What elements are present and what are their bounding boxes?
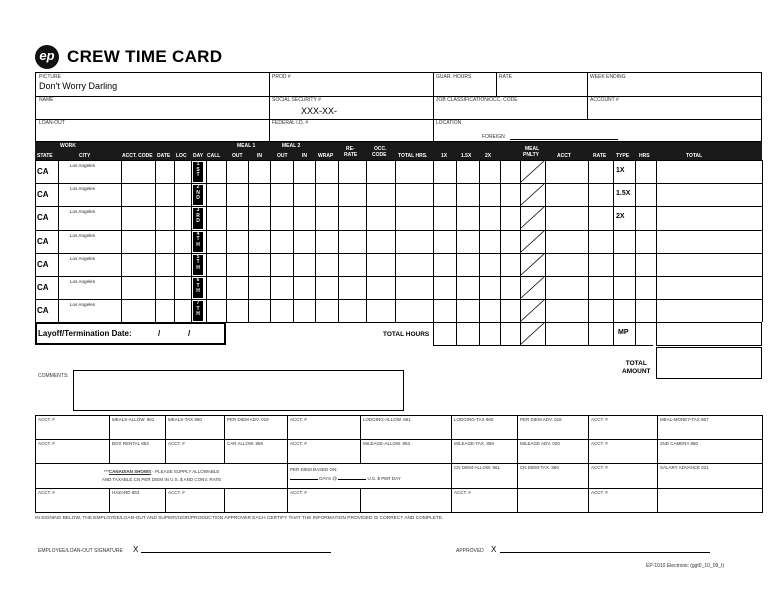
allowance-cell[interactable]: ACCT. # (166, 440, 225, 464)
row-state[interactable]: CA (37, 213, 49, 223)
allowance-cell[interactable]: ACCT. # (452, 489, 518, 513)
grid-line (58, 160, 59, 322)
grid-line (479, 160, 480, 322)
grid-line (456, 160, 457, 322)
row-day-badge: 7 T H (193, 301, 203, 321)
allowance-cell[interactable]: MILEAGE-TAX. 859 (452, 440, 518, 464)
col-15x: 1.5X (461, 153, 472, 159)
foreign-label: FOREIGN (482, 134, 505, 140)
loanout-label: LOAN-OUT (39, 120, 65, 126)
meal-penalty-slash[interactable] (520, 206, 545, 229)
col-call: CALL (207, 153, 221, 159)
employee-signature-line[interactable] (141, 552, 331, 553)
grid-line (206, 160, 207, 322)
grid-line (315, 160, 316, 322)
row-state[interactable]: CA (37, 236, 49, 246)
grid-line (613, 160, 614, 322)
page-title: CREW TIME CARD (67, 47, 223, 66)
allowance-cell[interactable]: ACCT. # (589, 416, 658, 440)
allowance-cell[interactable]: MEAL-MONEY-TAX 867 (658, 416, 763, 440)
grid-line (761, 322, 762, 345)
col-total: TOTAL (686, 153, 703, 159)
allowance-cell[interactable] (658, 489, 763, 513)
col-meal-pnlty-2: PNLTY (523, 152, 540, 158)
picture-label: PICTURE (39, 74, 61, 80)
meal-penalty-slash[interactable] (520, 253, 545, 276)
ssn-label: SOCIAL SECURITY # (272, 97, 321, 103)
allowance-grid (35, 415, 763, 513)
approved-signature-line[interactable] (500, 552, 710, 553)
allowance-cell[interactable] (361, 489, 452, 513)
col-re-rate-2: RATE (344, 152, 358, 158)
row-city[interactable]: Los Angeles (70, 232, 96, 238)
grid-line (656, 322, 657, 345)
row-city[interactable]: Los Angeles (70, 209, 96, 215)
cn-diem-tax[interactable]: CN DIEM-TAX. 860 (518, 464, 589, 489)
grid-line (635, 160, 636, 322)
grid-line (366, 160, 367, 322)
picture-field[interactable]: Don't Worry Darling (39, 81, 118, 91)
allowance-cell[interactable]: LODGING-ALLOW. 861 (361, 416, 452, 440)
grid-line (656, 345, 762, 346)
job-class-label: JOB CLASSIFICATION/OCC. CODE (436, 97, 518, 103)
layoff-label: Layoff/Termination Date: (38, 329, 132, 338)
salary-advance[interactable]: SALARY ADVANCE 021 (658, 464, 763, 489)
row-state[interactable]: CA (37, 283, 49, 292)
form-code: EP-1010 Electronic (ggt0_10_09_t) (646, 563, 725, 569)
meal-penalty-slash[interactable] (520, 276, 545, 299)
federal-id-label: FEDERAL I.D. # (272, 120, 309, 126)
col-re-rate-1: RE- (346, 146, 355, 152)
grid-line (500, 322, 501, 345)
meal-penalty-slash[interactable] (520, 160, 545, 183)
allowance-cell[interactable]: LODGING-TAX 860 (452, 416, 518, 440)
allowance-cell[interactable]: ACCT. # (36, 489, 110, 513)
total-amount-field[interactable] (656, 347, 762, 379)
allowance-cell[interactable]: PER DIEM ADV. 019 (225, 416, 288, 440)
col-out-2: OUT (277, 153, 288, 159)
grid-line (121, 160, 122, 322)
allowance-cell[interactable]: MEALS-ALLOW. 861 (110, 416, 166, 440)
allowance-cell[interactable]: ACCT. # (589, 440, 658, 464)
grid-line (35, 230, 762, 231)
layoff-slash-2: / (188, 329, 191, 338)
cn-diem-allow[interactable]: CN DIEM-ALLOW. 861 (452, 464, 518, 489)
row-type: 1X (616, 167, 625, 174)
layoff-slash-1: / (158, 329, 161, 338)
location-label: LOCATION (436, 120, 462, 126)
grid-line (456, 322, 457, 345)
col-work: WORK (60, 143, 76, 149)
meal-penalty-slash[interactable] (520, 230, 545, 253)
grid-line (174, 160, 175, 322)
per-diem-based-on: PER DIEM BASED ON: DAYS @ U.S. $ PER DAY (288, 464, 452, 489)
total-amount-label: TOTAL AMOUNT (622, 360, 651, 375)
allowance-cell[interactable]: BOX RENTAL 853 (110, 440, 166, 464)
col-wrap: WRAP (318, 153, 334, 159)
row-state[interactable]: CA (37, 190, 49, 200)
canadian-shows-note: ***CANADIAN SHOWS - PLEASE SUPPLY ALLOWABLE AND TAXABLE CN PER DIEM IN U.S. $ AND CONV. RATE (36, 464, 288, 489)
grid-line (588, 160, 589, 322)
grid-line (500, 160, 501, 322)
col-meal2: MEAL 2 (282, 143, 301, 149)
allowance-cell[interactable]: CAR ALLOW. 856 (225, 440, 288, 464)
grid-line (479, 322, 480, 345)
row-city[interactable]: Los Angeles (70, 302, 96, 308)
week-ending-label: WEEK ENDING (590, 74, 626, 80)
allowance-cell[interactable]: MILEAGE ADV. 020 (518, 440, 589, 464)
row-day-badge: 1 S T (193, 162, 203, 182)
approved-x: X (491, 545, 497, 554)
col-total-hrs: TOTAL HRS. (398, 153, 428, 159)
allowance-cell[interactable]: ACCT. # (288, 416, 361, 440)
cn-acct[interactable]: ACCT. # (589, 464, 658, 489)
allowance-cell[interactable]: PER DIEM ADV. 018 (518, 416, 589, 440)
row-day-badge: 3 R D (193, 208, 203, 228)
grid-line (155, 160, 156, 322)
grid-line (588, 322, 589, 345)
allowance-cell[interactable] (518, 489, 589, 513)
meal-penalty-slash[interactable] (520, 322, 545, 345)
row-state[interactable]: CA (37, 306, 49, 316)
grid-line (248, 160, 249, 322)
employee-signature-label: EMPLOYEE/LOAN-OUT SIGNATURE (38, 548, 123, 554)
col-date: DATE (157, 153, 171, 159)
grid-line (656, 160, 657, 322)
row-state[interactable]: CA (37, 259, 49, 269)
grid-line (35, 276, 762, 277)
col-acct-code: ACCT. CODE (122, 153, 153, 159)
col-rate: RATE (593, 153, 607, 159)
ssn-field[interactable]: XXX-XX- (301, 106, 338, 116)
col-hrs: HRS (639, 153, 650, 159)
grid-line (35, 160, 762, 161)
col-occ-code-1: OCC. (374, 146, 387, 152)
grid-line (226, 160, 227, 322)
grid-line (635, 322, 636, 345)
col-state: STATE (37, 153, 53, 159)
grid-line (35, 253, 762, 254)
grid-line (656, 322, 762, 323)
allowance-cell[interactable] (225, 489, 288, 513)
comments-box[interactable] (73, 370, 404, 411)
row-day-badge: 5 T H (193, 255, 203, 275)
total-hours-label: TOTAL HOURS (383, 331, 430, 338)
grid-line (545, 160, 546, 322)
meal-penalty-slash[interactable] (520, 299, 545, 322)
meal-penalty-slash[interactable] (520, 183, 545, 206)
col-in-2: IN (302, 153, 307, 159)
row-type: 1.5X (616, 190, 631, 198)
row-city[interactable]: Los Angeles (70, 186, 96, 192)
grid-line (433, 160, 434, 322)
row-city[interactable]: Los Angeles (70, 255, 96, 261)
col-in-1: IN (257, 153, 262, 159)
col-meal1: MEAL 1 (237, 143, 256, 149)
employee-signature-x: X (133, 545, 139, 554)
allowance-cell[interactable]: ACCT. # (288, 440, 361, 464)
col-occ-code-2: CODE (372, 152, 387, 158)
row-city[interactable]: Los Angeles (70, 163, 96, 168)
comments-label: COMMENTS: (38, 373, 69, 379)
allowance-cell[interactable]: MILEAGE-ALLOW. 853 (361, 440, 452, 464)
rate-label: RATE (499, 74, 512, 80)
allowance-cell[interactable]: ACCT. # (288, 489, 361, 513)
row-day-badge: 6 T H (193, 278, 203, 298)
grid-line (35, 183, 762, 184)
grid-line (338, 160, 339, 322)
approved-label: APPROVED (456, 548, 484, 554)
allowance-cell[interactable]: ACCT. # (589, 489, 658, 513)
grid-line (35, 160, 36, 322)
allowance-cell[interactable]: MEALS-TAX 860 (166, 416, 225, 440)
col-meal-pnlty-1: MEAL (525, 146, 540, 152)
grid-line (35, 206, 762, 207)
grid-line (433, 345, 653, 346)
allowance-cell[interactable]: ACCT. # (36, 440, 110, 464)
name-label: NAME (39, 97, 54, 103)
row-state[interactable]: CA (37, 167, 49, 176)
col-2x: 2X (485, 153, 492, 159)
allowance-cell[interactable]: HAZARD 853 (110, 489, 166, 513)
ep-logo-icon: ep (35, 45, 59, 69)
col-loc: LOC (176, 153, 187, 159)
mp-label: MP (618, 329, 629, 336)
allowance-cell[interactable]: ACCT. # (36, 416, 110, 440)
row-day-badge: 4 T H (193, 232, 203, 252)
col-day: DAY (193, 153, 204, 159)
col-city: CITY (79, 153, 91, 159)
row-city[interactable]: Los Angeles (70, 279, 96, 284)
guar-hours-label: GUAR. HOURS (436, 74, 472, 80)
account-label: ACCOUNT # (590, 97, 619, 103)
grid-line (395, 160, 396, 322)
grid-line (762, 160, 763, 322)
grid-line (270, 160, 271, 322)
col-1x: 1X (441, 153, 448, 159)
allowance-cell[interactable]: ACCT. # (166, 489, 225, 513)
col-type: TYPE (616, 153, 630, 159)
grid-line (433, 322, 434, 345)
grid-line (545, 322, 546, 345)
allowance-cell[interactable]: 2ND CAMERA 880 (658, 440, 763, 464)
row-day-badge: 2 N D (193, 185, 203, 205)
row-type: 2X (616, 213, 625, 221)
prod-label: PROD # (272, 74, 291, 80)
col-out-1: OUT (232, 153, 243, 159)
grid-line (35, 299, 762, 300)
grid-line (293, 160, 294, 322)
col-acct: ACCT (557, 153, 571, 159)
grid-line (613, 322, 614, 345)
grid-line (191, 160, 192, 322)
certify-text: IN SIGNING BELOW, THE EMPLOYEE/LOAN-OUT AND SUPERVISOR/PRODUCTION APPROVER EACH CERTIFY THAT THE INFORMATION PROVIDED IS CORRECT AND COMPLETE. (35, 516, 444, 521)
